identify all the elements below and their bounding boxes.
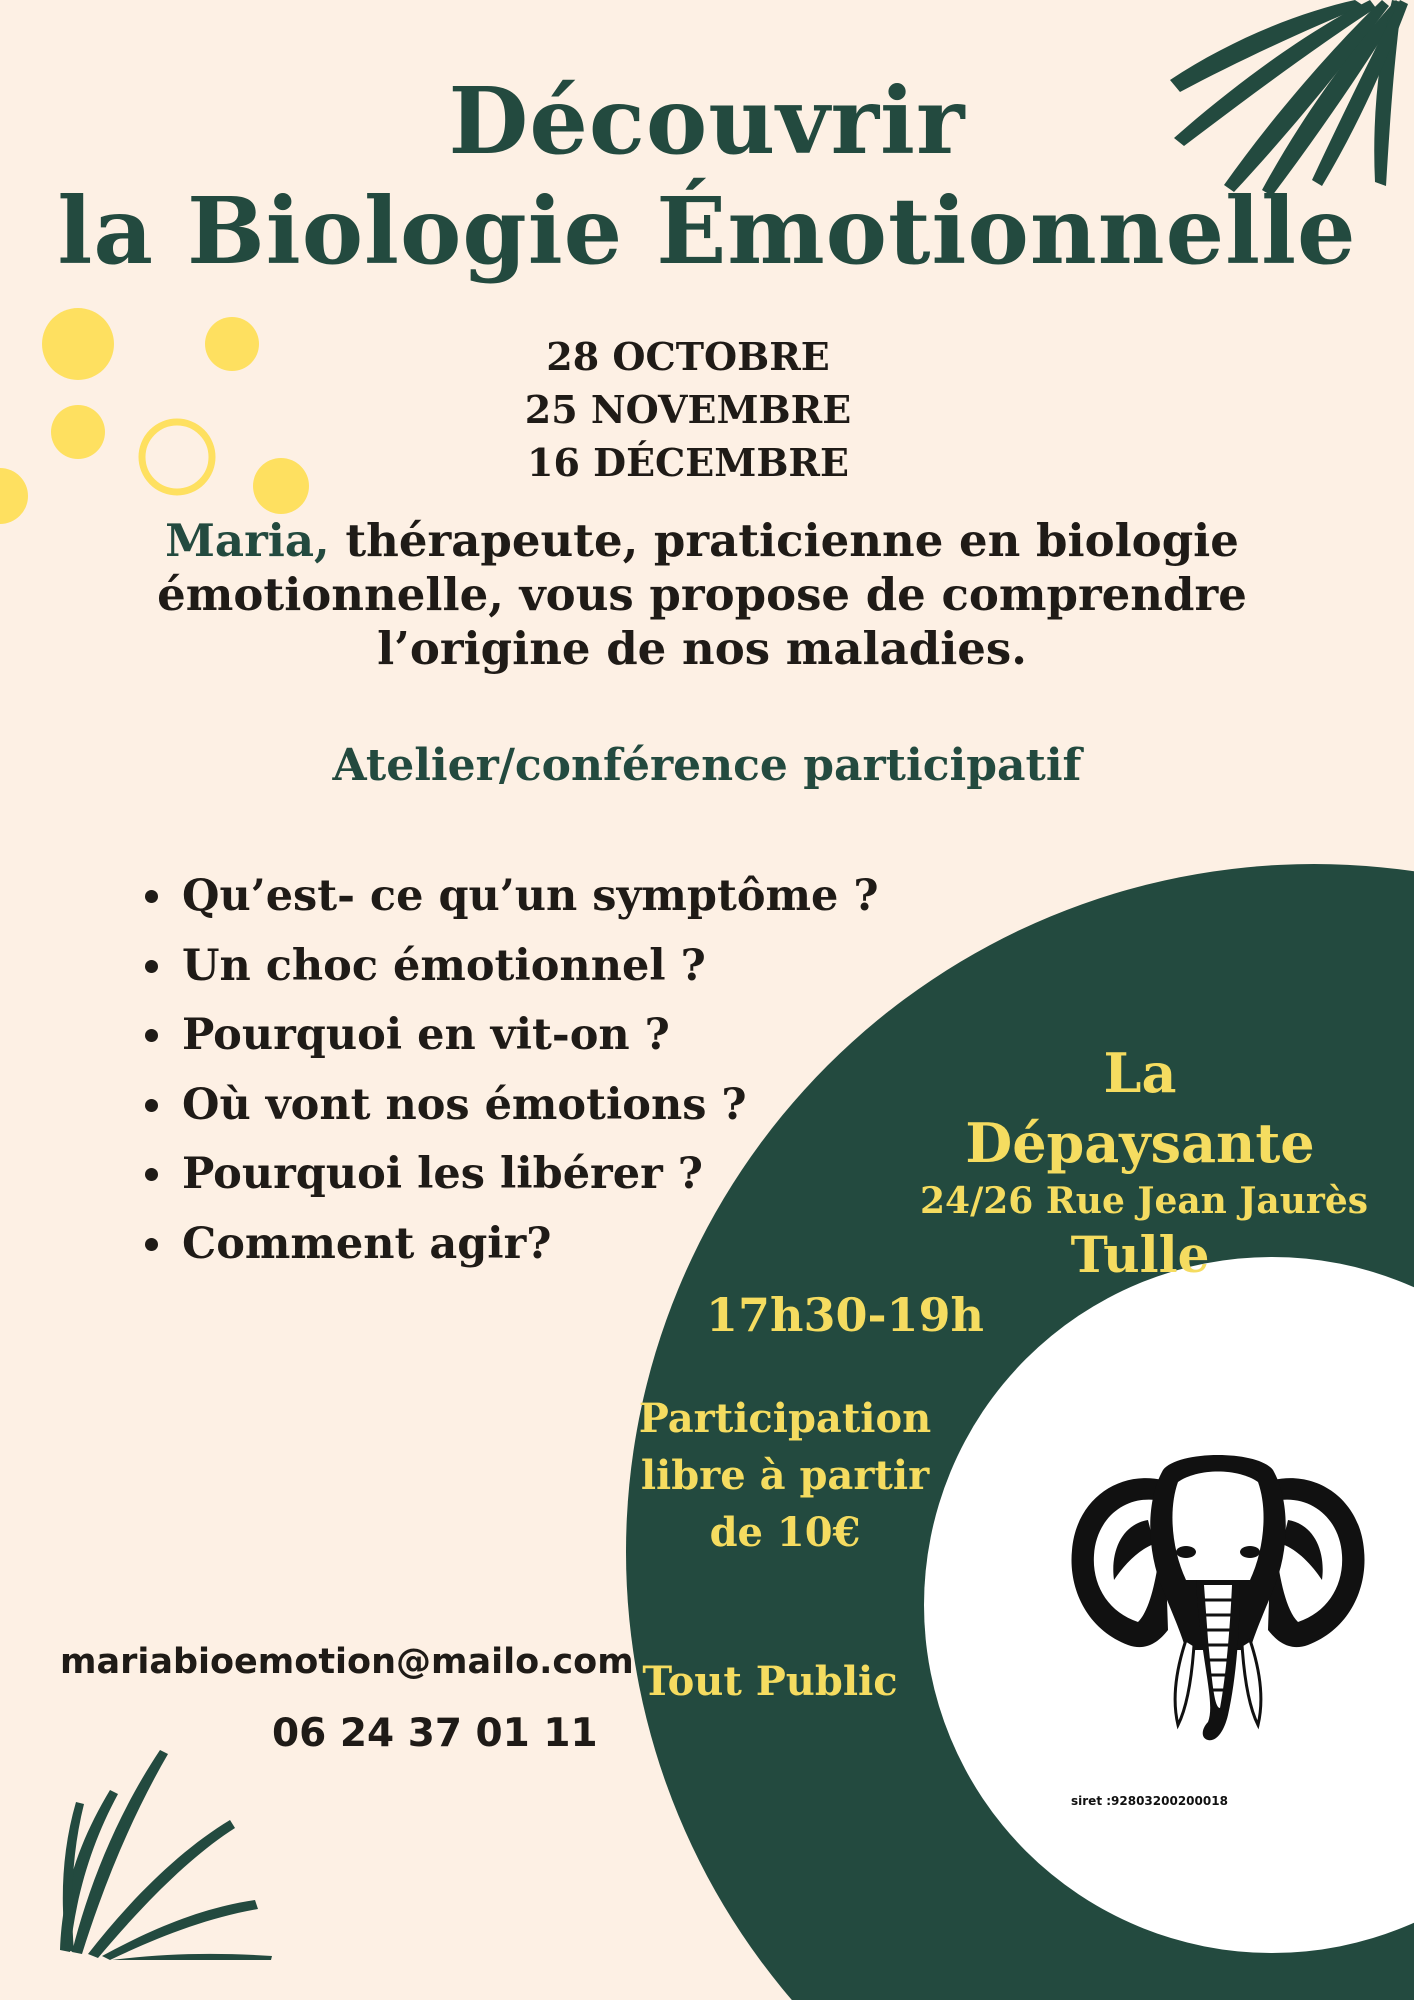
event-time: 17h30-19h xyxy=(705,1288,985,1342)
palm-leaves-bottom-icon xyxy=(40,1730,280,1960)
intro-text xyxy=(150,514,1254,676)
intro-line-2: émotionnelle, vous propose de comprendre xyxy=(157,568,1247,621)
venue-city: Tulle xyxy=(1070,1225,1210,1284)
list-item: • Pourquoi en vit-on ? xyxy=(178,1001,879,1071)
venue-block xyxy=(920,1038,1369,1286)
venue-address: 24/26 Rue Jean Jaurès xyxy=(920,1180,1369,1222)
intro-line-3: l’origine de nos maladies. xyxy=(377,622,1027,675)
contact-email[interactable]: mariabioemotion@mailo.com xyxy=(60,1642,634,1682)
page-title xyxy=(0,66,1414,286)
event-subtitle: Atelier/conférence participatif xyxy=(332,740,1082,791)
questions-list xyxy=(130,862,879,1279)
date-1: 28 OCTOBRE xyxy=(546,334,830,379)
list-item: • Un choc émotionnel ? xyxy=(178,932,879,1002)
price-block xyxy=(630,1390,940,1561)
event-dates xyxy=(0,330,1376,489)
price-line-3: de 10€ xyxy=(709,1509,861,1556)
siret-number: siret :92803200200018 xyxy=(1071,1794,1228,1808)
date-2: 25 NOVEMBRE xyxy=(524,387,852,432)
contact-phone[interactable]: 06 24 37 01 11 xyxy=(272,1711,598,1756)
price-line-1: Participation xyxy=(638,1395,932,1442)
elephant-head-icon xyxy=(1068,1440,1368,1760)
list-item: • Comment agir? xyxy=(178,1210,879,1280)
list-item: • Qu’est- ce qu’un symptôme ? xyxy=(178,862,879,932)
title-line-2: la Biologie Émotionnelle xyxy=(57,177,1357,285)
intro-line-1-text: thérapeute, praticienne en biologie xyxy=(329,514,1239,567)
price-line-2: libre à partir xyxy=(640,1452,930,1499)
list-item: • Pourquoi les libérer ? xyxy=(178,1140,879,1210)
list-item: • Où vont nos émotions ? xyxy=(178,1071,879,1141)
date-3: 16 DÉCEMBRE xyxy=(527,440,849,485)
therapist-name: Maria, xyxy=(165,514,330,567)
audience-label: Tout Public xyxy=(642,1658,898,1705)
venue-name: La Dépaysante xyxy=(965,1041,1315,1175)
intro-line-1 xyxy=(150,514,1254,568)
title-line-1: Découvrir xyxy=(448,67,966,175)
